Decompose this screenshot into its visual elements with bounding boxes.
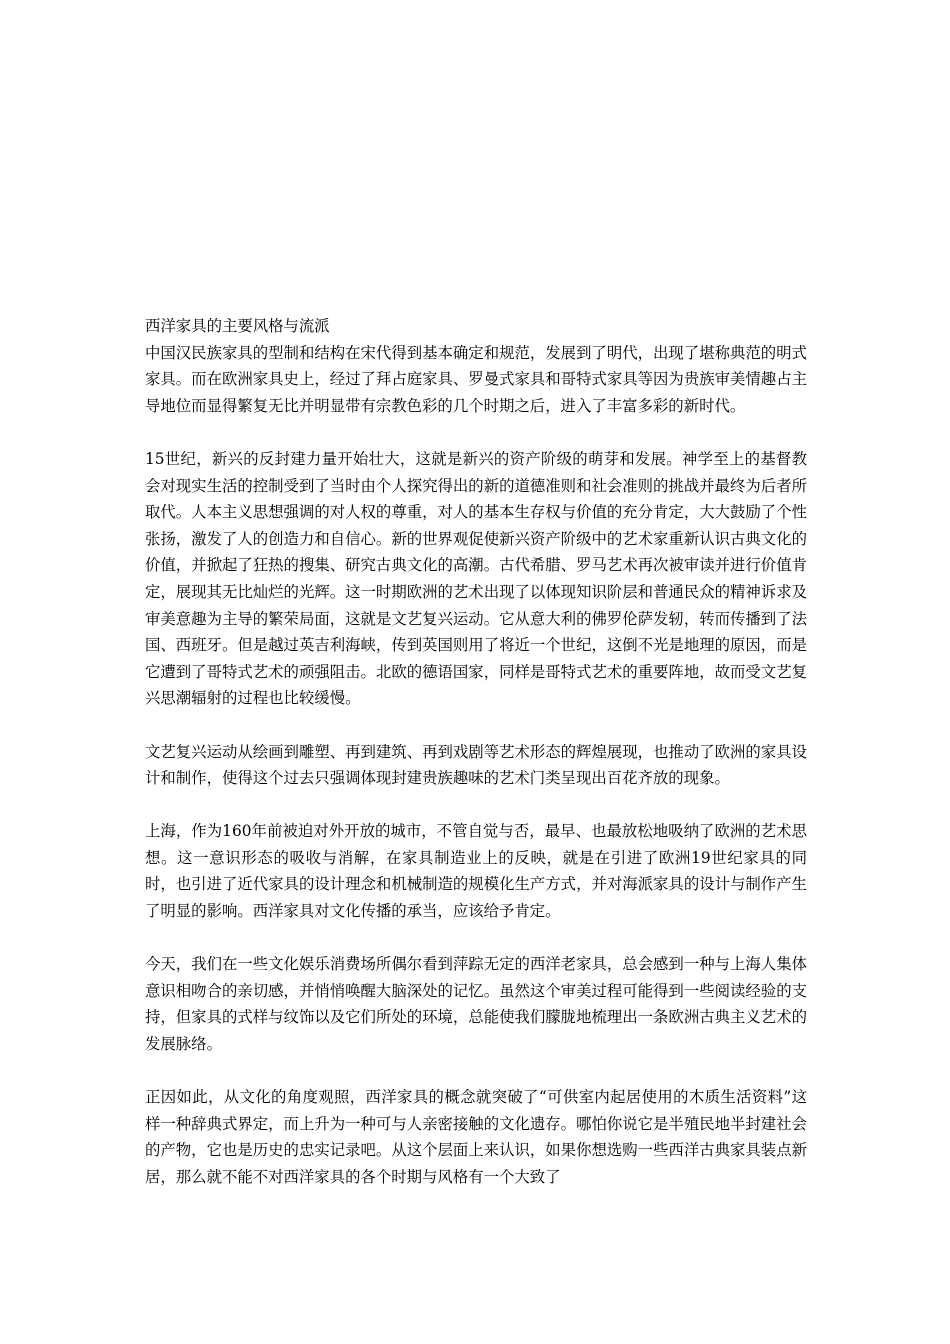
paragraph-culture: 正因如此，从文化的角度观照，西洋家具的概念就突破了“可供室内起居使用的木质生活资料”这样一种辞典式界定，而上升为一种可与人亲密接触的文化遗存。哪怕你说它是半殖民地半封建社会的产物，它也是历史的忠实记录吧。从这个层面上来认识，如果你想选购一些西洋古典家具装点新居，那么就不能不对西洋家具的各个时期与风格有一个大致了 — [145, 1088, 807, 1186]
paragraph-intro: 中国汉民族家具的型制和结构在宋代得到基本确定和规范，发展到了明代，出现了堪称典范的明式家具。而在欧洲家具史上，经过了拜占庭家具、罗曼式家具和哥特式家具等因为贵族审美情趣占主导地位而显得繁复无比并明显带有宗教色彩的几个时期之后，进入了丰富多彩的新时代。 — [145, 343, 807, 415]
paragraph-furniture-design: 文艺复兴运动从绘画到雕塑、再到建筑、再到戏剧等艺术形态的辉煌展现，也推动了欧洲的家具设计和制作，使得这个过去只强调体现封建贵族趣味的艺术门类呈现出百花齐放的现象。 — [145, 742, 807, 788]
paragraph-renaissance: 15世纪，新兴的反封建力量开始壮大，这就是新兴的资产阶级的萌芽和发展。神学至上的基督教会对现实生活的控制受到了当时由个人探究得出的新的道德准则和社会准则的挑战并最终为后者所取代。人本主义思想强调的对人权的尊重，对人的基本生存权与价值的充分肯定，大大鼓励了个性张扬，激发了人的创造力和自信心。新的世界观促使新兴资产阶级中的艺术家重新认识古典文化的价值，并掀起了狂热的搜集、研究古典文化的高潮。古代希腊、罗马艺术再次被审读并进行价值肯定，展现其无比灿烂的光辉。这一时期欧洲的艺术出现了以体现知识阶层和普通民众的精神诉求及审美意趣为主导的繁荣局面，这就是文艺复兴运动。它从意大利的佛罗伦萨发轫，转而传播到了法国、西班牙。但是越过英吉利海峡，传到英国则用了将近一个世纪，这倒不光是地理的原因，而是它遭到了哥特式艺术的顽强阻击。北欧的德语国家，同样是哥特式艺术的重要阵地，故而受文艺复兴思潮辐射的过程也比较缓慢。 — [145, 449, 807, 708]
paragraph-shanghai: 上海，作为160年前被迫对外开放的城市，不管自觉与否，最早、也最放松地吸纳了欧洲的艺术思想。这一意识形态的吸收与消解，在家具制造业上的反映，就是在引进了欧洲19世纪家具的同时，也引进了近代家具的设计理念和机械制造的规模化生产方式，并对海派家具的设计与制作产生了明显的影响。西洋家具对文化传播的承当，应该给予肯定。 — [145, 822, 807, 921]
paragraph-today: 今天，我们在一些文化娱乐消费场所偶尔看到萍踪无定的西洋老家具，总会感到一种与上海人集体意识相吻合的亲切感，并悄悄唤醒大脑深处的记忆。虽然这个审美过程可能得到一些阅读经验的支持，但家具的式样与纹饰以及它们所处的环境，总能使我们朦胧地梳理出一条欧洲古典主义艺术的发展脉络。 — [145, 955, 807, 1054]
document-body — [145, 313, 807, 1217]
document-title: 西洋家具的主要风格与流派 — [145, 317, 330, 335]
